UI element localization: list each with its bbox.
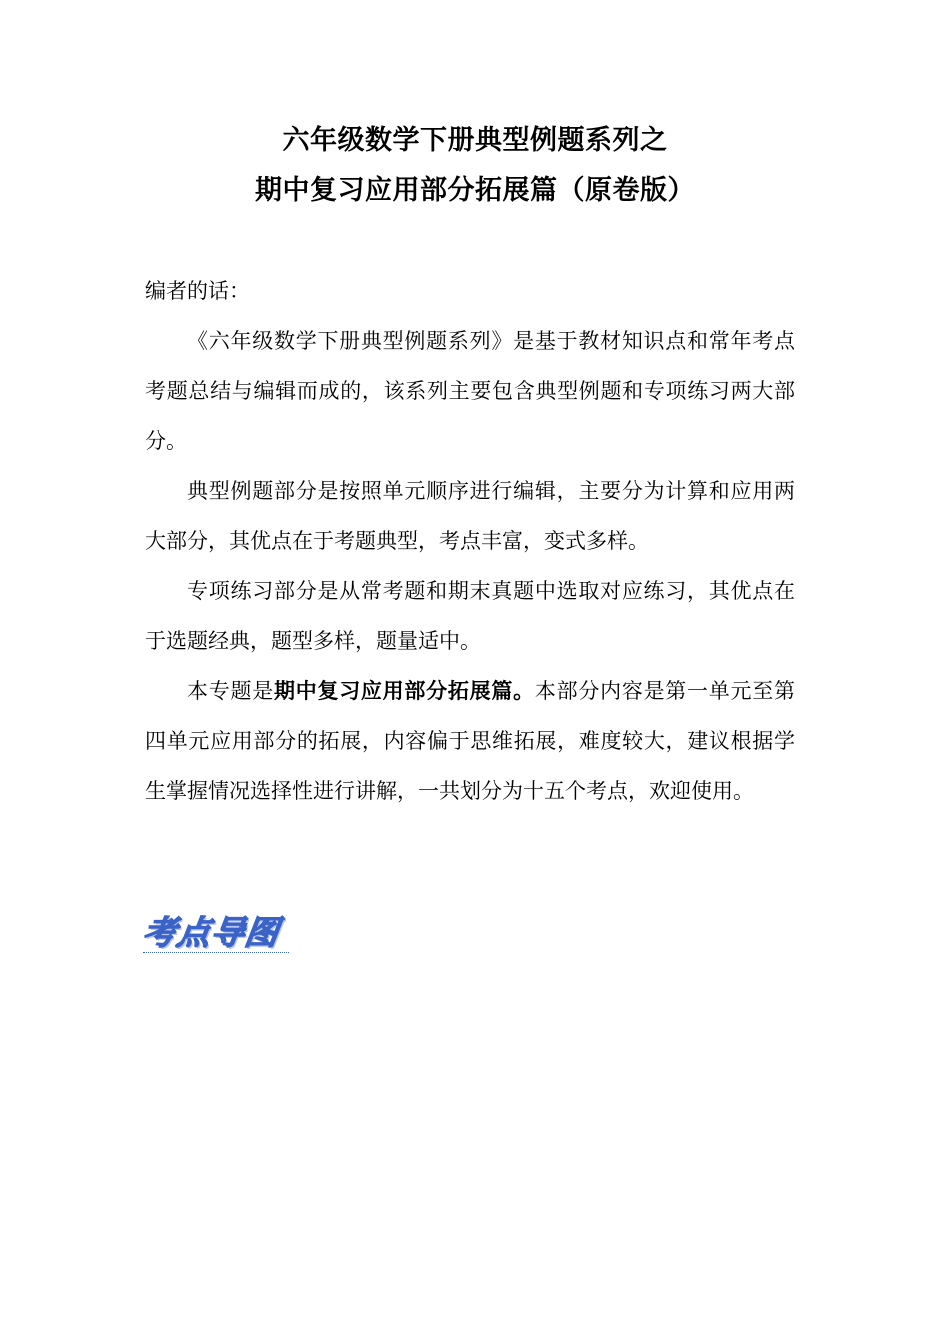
mindmap-heading (140, 910, 293, 960)
intro-paragraph-3: 专项练习部分是从常考题和期末真题中选取对应练习，其优点在于选题经典，题型多样，题量适中。 (145, 579, 795, 653)
intro-paragraph-1: 《六年级数学下册典型例题系列》是基于教材知识点和常年考点考题总结与编辑而成的，该系列主要包含典型例题和专项练习两大部分。 (145, 329, 795, 453)
topic-name: 期中复习应用部分拓展篇。 (273, 679, 535, 703)
document-title-line-2: 期中复习应用部分拓展篇（原卷版） (255, 175, 695, 206)
intro-paragraph-4 (145, 666, 795, 816)
intro-paragraph-2: 典型例题部分是按照单元顺序进行编辑，主要分为计算和应用两大部分，其优点在于考题典型，考点丰富，变式多样。 (145, 479, 795, 553)
mindmap-heading-text: 考点导图 (140, 913, 282, 952)
intro-paragraph-4-prefix: 本专题是 (187, 679, 274, 703)
intro-paragraph-4-suffix: 本部分内容是第一单元至第四单元应用部分的拓展，内容偏于思维拓展，难度较大，建议根据学生掌握情况选择性进行讲解，一共划分为十五个考点，欢迎使用。 (145, 679, 796, 803)
document-title-line-1: 六年级数学下册典型例题系列之 (282, 125, 668, 156)
editor-note-label: 编者的话： (145, 279, 250, 303)
mindmap-heading-underline (143, 952, 289, 953)
